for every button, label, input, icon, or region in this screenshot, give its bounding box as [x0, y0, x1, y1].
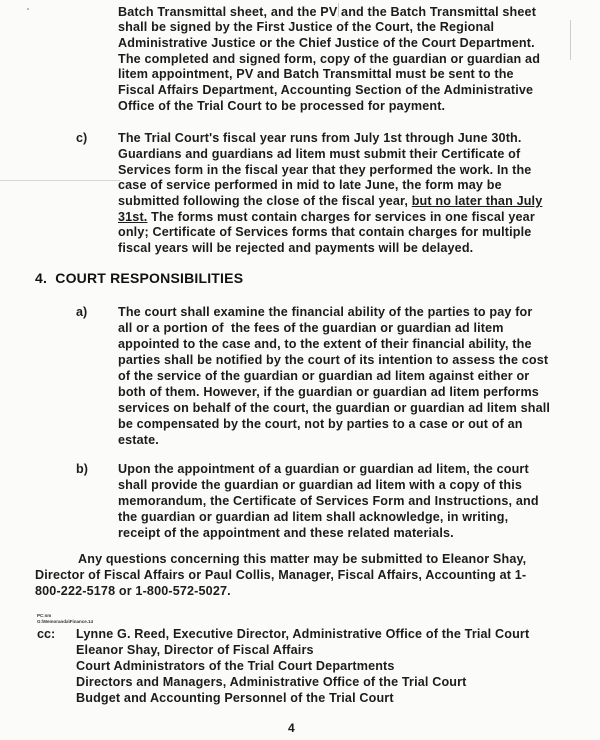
text-line: appointed to the case and, to the extent of their financial ability, the — [118, 337, 532, 351]
scan-artifact — [0, 180, 120, 181]
text-line: shall be signed by the First Justice of the Court, the Regional — [118, 20, 495, 34]
page-number: 4 — [288, 721, 295, 735]
text-line: receipt of the appointment and these related materials. — [118, 526, 454, 540]
text-line: Fiscal Affairs Department, Accounting Section of the Administrative — [118, 83, 534, 97]
item-label: c) — [76, 131, 88, 145]
text-line: Office of the Trial Court to be processed for payment. — [118, 99, 446, 113]
text-line: The Trial Court's fiscal year runs from July 1st through June 30th. — [118, 131, 522, 145]
text-line: fiscal years will be rejected and payments will be delayed. — [118, 241, 474, 255]
cc-recipient: Court Administrators of the Trial Court Departments — [76, 659, 395, 673]
text-line — [118, 194, 542, 209]
item-label: b) — [76, 462, 88, 476]
text-line: the guardian or guardian ad litem shall acknowledge, in writing, — [118, 510, 509, 524]
text-line: all or a portion of the fees of the guardian or guardian ad litem — [118, 321, 504, 335]
text-line: Any questions concerning this matter may be submitted to Eleanor Shay, — [78, 552, 527, 566]
text-line: The court shall examine the financial ability of the parties to pay for — [118, 305, 533, 319]
text-line: estate. — [118, 433, 159, 447]
text-line: of the service of the guardian or guardian ad litem against either or — [118, 369, 530, 383]
text-line: Upon the appointment of a guardian or guardian ad litem, the court — [118, 462, 529, 476]
text-line — [118, 210, 535, 225]
text-line: parties shall be notified by the court of its intention to assess the cost — [118, 353, 549, 367]
item-label: a) — [76, 305, 88, 319]
cc-recipient: Eleanor Shay, Director of Fiscal Affairs — [76, 643, 314, 657]
deadline-underlined-text: but no later than July — [411, 194, 543, 208]
file-reference-path: G:\Memoranda\Finance.14 — [37, 619, 94, 624]
text-line: Director of Fiscal Affairs or Paul Collis, Manager, Fiscal Affairs, Accounting at 1- — [35, 568, 527, 582]
cc-recipient: Budget and Accounting Personnel of the Trial Court — [76, 691, 394, 705]
cc-recipient: Lynne G. Reed, Executive Director, Administrative Office of the Trial Court — [76, 627, 530, 641]
text-line: only; Certificate of Services forms that contain charges for multiple — [118, 225, 532, 239]
scan-artifact — [27, 8, 29, 10]
cc-label: cc: — [37, 627, 56, 641]
text-span: submitted following the close of the fiscal year, — [118, 194, 412, 208]
text-line: litem appointment, PV and Batch Transmittal must be sent to the — [118, 67, 514, 81]
text-line: services on behalf of the court, the guardian or guardian ad litem shall — [118, 401, 551, 415]
file-reference-initials: PC:sm — [37, 613, 52, 618]
deadline-underlined-text: 31st. — [118, 210, 148, 224]
section-heading: 4. COURT RESPONSIBILITIES — [35, 270, 244, 286]
text-line: case of service performed in mid to late June, the form may be — [118, 178, 502, 192]
text-line: 800-222-5178 or 1-800-572-5027. — [35, 584, 231, 598]
text-span: The forms must contain charges for services in one fiscal year — [147, 210, 535, 224]
text-line: memorandum, the Certificate of Services Form and Instructions, and — [118, 494, 539, 508]
text-line: Administrative Justice or the Chief Justice of the Court Department. — [118, 36, 535, 50]
text-line: Guardians and guardians ad litem must submit their Certificate of — [118, 147, 521, 161]
text-line: Batch Transmittal sheet, and the PV and the Batch Transmittal sheet — [118, 5, 537, 19]
text-line: Services form in the fiscal year that they performed the work. In the — [118, 163, 532, 177]
text-line: be compensated by the court, not by parties to a case or out of an — [118, 417, 523, 431]
text-line: The completed and signed form, copy of the guardian or guardian ad — [118, 52, 541, 66]
cc-recipient: Directors and Managers, Administrative Office of the Trial Court — [76, 675, 467, 689]
scan-artifact — [570, 20, 571, 60]
text-line: shall provide the guardian or guardian ad litem with a copy of this — [118, 478, 523, 492]
text-line: both of them. However, if the guardian or guardian ad litem performs — [118, 385, 539, 399]
